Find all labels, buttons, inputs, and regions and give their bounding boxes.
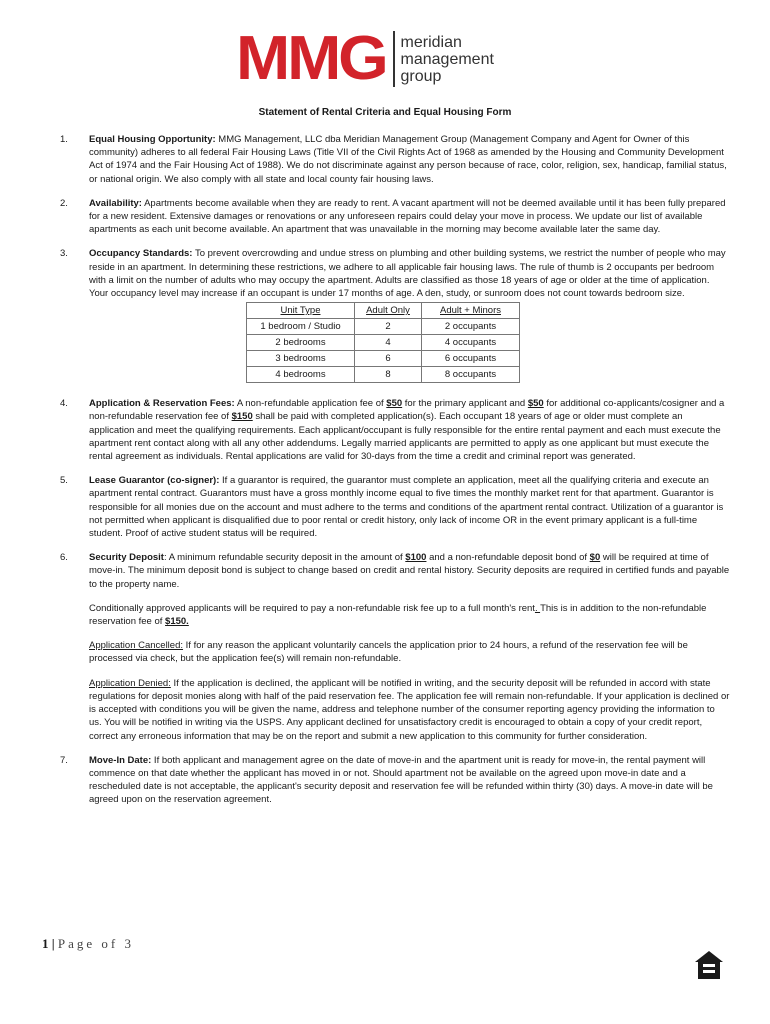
table-cell: 4 occupants (422, 335, 520, 351)
section-number: 6. (60, 552, 68, 564)
fee-amount: $50 (527, 398, 544, 410)
table-cell: 8 occupants (422, 367, 520, 383)
document-body (60, 133, 730, 818)
section-text: If for any reason the applicant voluntarily cancels the application prior to 24 hours, a refund of the reservation fee will be processed via check, but the application fee(s) will remain non-refundable. (89, 640, 688, 665)
section-heading: Lease Guarantor (co-signer): (89, 475, 220, 487)
logo-mark: MMG (236, 24, 386, 93)
section-heading: Occupancy Standards: (89, 248, 193, 260)
section-paragraph (89, 474, 730, 540)
table-row (247, 367, 520, 383)
section-text: : A minimum refundable security deposit in the amount of (163, 552, 406, 564)
section-paragraph (89, 247, 730, 300)
section-text: If both applicant and management agree on the date of move-in and the apartment unit is ready for move-in, the rental payment will commence on that date whether the applicant has moved in or not. Should apartment not be available on the agreed upon move-in date and a rescheduled date is not acceptable, the applicant's security deposit and reservation fee will be refunded within thirty (30) days. A move-in date will be agreed upon on the reservation agreement. (89, 754, 713, 806)
section-heading: Availability: (89, 197, 142, 209)
section-security-deposit (60, 551, 730, 742)
table-cell: 4 (355, 335, 422, 351)
section-text: shall be paid with completed application(s). Each occupant 18 years of age or older must complete an application and meet the qualifying requirements. Each applicant/occupant is fully responsible for the entire rental payment and each must execute the apartment rent contact along with all any other addendums. Legally married applicants are permitted to apply as one applicant but must execute the rental agreement as individuals. Rental applications are valid for 30-days from the time a credit and criminal report was generated. (89, 411, 721, 463)
section-number: 4. (60, 398, 68, 410)
table-cell: 2 (355, 319, 422, 335)
page-indicator (42, 936, 134, 952)
table-header: Adult Only (355, 303, 422, 319)
table-cell: 6 (355, 351, 422, 367)
section-number: 7. (60, 754, 68, 766)
table-cell: 2 occupants (422, 319, 520, 335)
section-number: 3. (60, 248, 68, 260)
section-number: 1. (60, 134, 68, 145)
section-paragraph (89, 397, 730, 463)
table-cell: 4 bedrooms (247, 367, 355, 383)
document-title: Statement of Rental Criteria and Equal Housing Form (258, 107, 512, 118)
section-text: . (534, 602, 541, 614)
table-cell: 1 bedroom / Studio (247, 319, 355, 335)
subheading: Application Denied: (89, 677, 171, 689)
section-number: 5. (60, 475, 68, 487)
section-text: To prevent overcrowding and undue stress on plumbing and other building systems, we restrict the number of people who may reside in an apartment. In determining these restrictions, we adhere to all applicable fair housing laws. The rule of thumb is 2 occupants per bedroom with a limit on the number of adults who may occupy the apartment. Adults are classified as those 18 years of age or older at the time of application. Your occupancy level may increase if an occupant is under 17 months of age. A den, study, or sunroom does not count towards bedroom size. (89, 248, 726, 300)
application-denied-paragraph (89, 677, 730, 743)
page-label: Page of 3 (57, 936, 134, 951)
application-cancelled-paragraph (89, 639, 730, 665)
table-cell: 3 bedrooms (247, 351, 355, 367)
section-paragraph (89, 551, 730, 591)
section-text: for the primary applicant and (402, 398, 528, 410)
section-paragraph (89, 197, 730, 237)
table-cell: 8 (355, 367, 422, 383)
page-number: 1 (42, 936, 49, 951)
table-row (247, 335, 520, 351)
logo-word: meridian (400, 33, 462, 51)
section-text: will be required at time of move-in. The minimum deposit bond is subject to change based on credit and rental history. Security deposits are required in certified funds and payable to the property name. (89, 552, 730, 590)
occupancy-table (246, 302, 520, 383)
section-heading: Move-In Date: (89, 754, 152, 766)
logo-wordmark (401, 34, 494, 85)
section-equal-housing (60, 133, 730, 186)
section-fees (60, 397, 730, 463)
deposit-amount: $0 (589, 552, 601, 564)
section-paragraph (89, 754, 730, 807)
logo-divider (393, 31, 395, 87)
table-header-row (247, 303, 520, 319)
section-heading: Security Deposit (89, 552, 164, 564)
conditional-approval-paragraph (89, 602, 730, 628)
fee-amount: $150 (231, 411, 253, 423)
section-text: Apartments become available when they are ready to rent. A vacant apartment will not be deemed available until it has been fully prepared for a new resident. Extensive damages or renovations or any unforeseen repairs could delay your move in process. We update our list of available apartments as each unit become available. An apartment that was unavailable in the morning may become available later the same day. (89, 197, 726, 236)
section-paragraph (89, 133, 730, 186)
risk-fee-amount: $150. (165, 616, 189, 628)
table-cell: 2 bedrooms (247, 335, 355, 351)
equal-housing-icon (694, 950, 724, 980)
section-move-in-date (60, 754, 730, 807)
fee-amount: $50 (386, 398, 403, 410)
section-occupancy (60, 247, 730, 383)
section-text: for additional co-applicants/cosigner and a non-refundable reservation fee of (89, 398, 725, 423)
section-heading: Application & Reservation Fees: (89, 398, 235, 410)
section-heading: Equal Housing Opportunity: (89, 134, 216, 145)
subheading: Application Cancelled: (89, 640, 184, 652)
logo-word: management (400, 50, 494, 68)
table-row (247, 319, 520, 335)
page-separator: | (48, 936, 58, 951)
section-text: A non-refundable application fee of (234, 398, 387, 410)
section-text: Conditionally approved applicants will be required to pay a non-refundable risk fee up to a full month's rent (89, 602, 535, 614)
section-number: 2. (60, 197, 68, 209)
section-text: If a guarantor is required, the guarantor must complete an application, meet all the qualifying criteria and execute an apartment rental contract. Guarantors must have a gross monthly income equal to five times the monthly market rent for that apartment. Guarantor is responsible for all monies due on the account and must adhere to the terms and conditions of the apartment rental contract. Utilization of a guarantor is not permitted when applicant is disqualified due to poor rental or credit history, only lack of income OR in the event primary applicant is a full-time student. Proof of active student status will be required. (89, 475, 724, 540)
section-availability (60, 197, 730, 237)
table-row (247, 351, 520, 367)
section-text: If the application is declined, the applicant will be notified in writing, and the security deposit will be refunded in accord with state regulations for deposit monies along with half of the paid reservation fee. The application fee will remain non-refundable. If your application is declined or is accepted with conditions you will be given the name, address and telephone number of the consumer reporting agency providing the information to us. You will be notified in writing via the USPS. Any applicant declined for unsatisfactory credit is encouraged to obtain a copy of your credit report, correct any erroneous information that may be on the report and submit a new application to this community for further consideration. (89, 677, 730, 742)
section-text: This is in addition to the non-refundable reservation fee of (89, 602, 707, 628)
logo-word: group (400, 67, 442, 85)
table-cell: 6 occupants (422, 351, 520, 367)
section-text: MMG Management, LLC dba Meridian Management Group (Management Company and Agent for Owner of this community) adheres to all federal Fair Housing Laws (Title VII of the Civil Rights Act of 1968 as amended by the Housing and Community Development Act of 1974 and the Fair Housing Act of 1988). We do not discriminate against any person because of race, color, religion, sex, handicap, familial status, or national origin. We also comply with all state and local county fair housing laws. (89, 134, 727, 185)
section-text: and a non-refundable deposit bond of (426, 552, 590, 564)
table-header: Unit Type (247, 303, 355, 319)
table-header: Adult + Minors (422, 303, 520, 319)
section-guarantor (60, 474, 730, 540)
company-logo (236, 24, 494, 93)
deposit-amount: $100 (405, 552, 427, 564)
